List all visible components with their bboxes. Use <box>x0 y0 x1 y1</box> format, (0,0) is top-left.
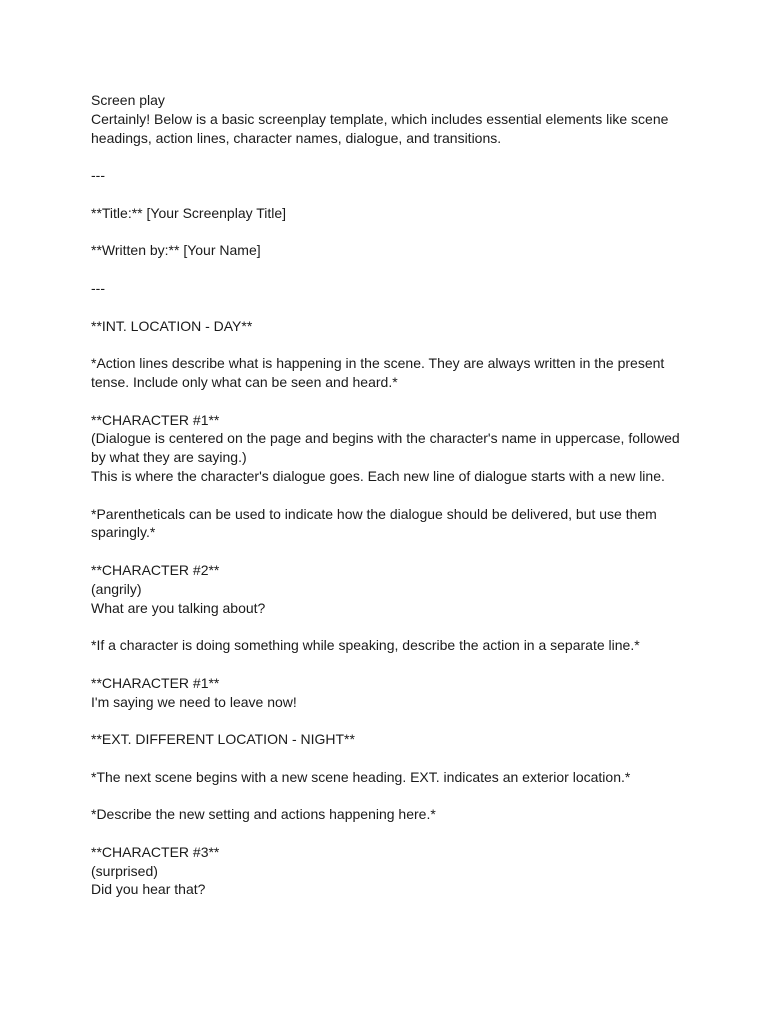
action-line: *Describe the new setting and actions happening here.* <box>91 806 436 823</box>
blank-line <box>91 486 691 505</box>
character-name: **CHARACTER #2** <box>91 561 220 578</box>
blank-line <box>91 223 691 242</box>
blank-line <box>91 542 691 561</box>
scene-heading: **EXT. DIFFERENT LOCATION - NIGHT** <box>91 731 355 748</box>
blank-line <box>91 392 691 411</box>
dialogue-line: What are you talking about? <box>91 599 266 616</box>
title-line: **Title:** [Your Screenplay Title] <box>91 204 287 221</box>
blank-line <box>91 185 691 204</box>
blank-line <box>91 824 691 843</box>
character-name: **CHARACTER #3** <box>91 843 220 860</box>
blank-line <box>91 655 691 674</box>
action-line: *The next scene begins with a new scene heading. EXT. indicates an exterior location.* <box>91 768 631 785</box>
document-heading: Screen play <box>91 92 165 108</box>
blank-line <box>91 749 691 768</box>
character-name: **CHARACTER #1** <box>91 411 220 428</box>
written-by-line: **Written by:** [Your Name] <box>91 242 261 259</box>
scene-heading: **INT. LOCATION - DAY** <box>91 317 253 334</box>
separator: --- <box>91 167 105 184</box>
document-page <box>91 91 691 899</box>
action-line: *Action lines describe what is happening in the scene. They are always written in the present tense. Include only what can be seen and heard.* <box>91 355 669 390</box>
dialogue-line: I'm saying we need to leave now! <box>91 693 297 710</box>
dialogue-line: Did you hear that? <box>91 881 206 898</box>
blank-line <box>91 260 691 279</box>
blank-line <box>91 298 691 317</box>
intro-paragraph: Certainly! Below is a basic screenplay template, which includes essential elements like scene headings, action lines, character names, dialogue, and transitions. <box>91 110 673 146</box>
blank-line <box>91 147 691 166</box>
parenthetical: (angrily) <box>91 580 142 597</box>
separator: --- <box>91 279 105 296</box>
character-name: **CHARACTER #1** <box>91 674 220 691</box>
action-line: *Parentheticals can be used to indicate how the dialogue should be delivered, but use them sparingly.* <box>91 505 661 541</box>
parenthetical: (surprised) <box>91 862 158 879</box>
action-line: *If a character is doing something while speaking, describe the action in a separate line.* <box>91 637 640 654</box>
blank-line <box>91 786 691 805</box>
blank-line <box>91 617 691 636</box>
character-note: (Dialogue is centered on the page and begins with the character's name in uppercase, followed by what they are saying.) <box>91 430 684 466</box>
dialogue-line: This is where the character's dialogue goes. Each new line of dialogue starts with a new line. <box>91 467 665 484</box>
blank-line <box>91 335 691 354</box>
blank-line <box>91 711 691 730</box>
